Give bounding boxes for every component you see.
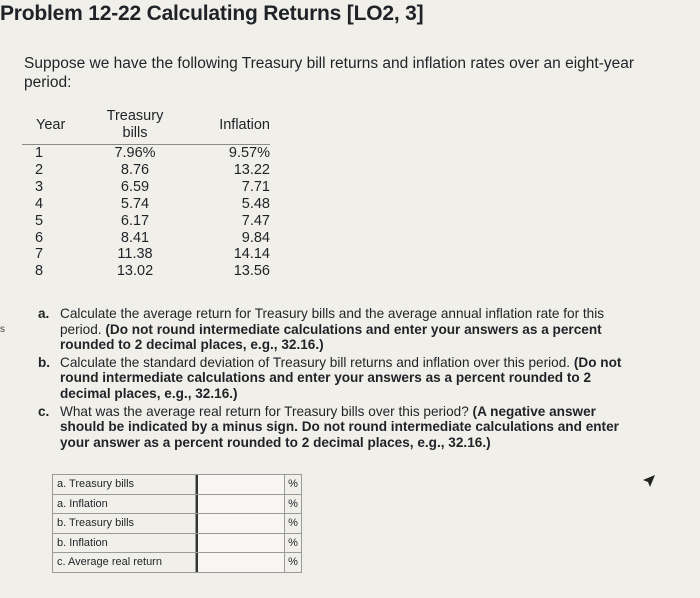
answer-label: a. Inflation xyxy=(53,494,196,514)
question-c-instructions: (A negative answer should be indicated by a minus sign. Do not round intermediate calculations and enter your answer as a percent rounded to 2 decimal places, e.g., 32.16.) xyxy=(60,403,619,450)
year-cell: 3 xyxy=(34,178,44,195)
answer-inflation-avg-input[interactable] xyxy=(196,495,284,514)
table-row xyxy=(22,230,270,247)
intro-text: Suppose we have the following Treasury bill returns and inflation rates over an eight-year period: xyxy=(24,55,635,91)
table-row xyxy=(22,263,270,280)
percent-unit: % xyxy=(285,553,302,573)
question-b-label: b. xyxy=(38,354,51,370)
percent-unit: % xyxy=(285,514,302,534)
edge-mark: s xyxy=(0,324,5,335)
header-inflation: Inflation xyxy=(176,106,270,145)
question-b xyxy=(38,355,638,402)
answer-label: a. Treasury bills xyxy=(53,475,196,495)
answer-label: b. Inflation xyxy=(53,533,196,553)
header-treasury-bills: Treasury bills xyxy=(94,106,176,145)
inflation-cell: 9.57% xyxy=(228,145,270,161)
question-b-instructions: (Do not round intermediate calculations and enter your answers as a percent rounded to 2 decimal places, e.g., 32.16.) xyxy=(60,354,622,401)
tbill-cell: 13.02 xyxy=(116,263,154,280)
header-year: Year xyxy=(22,106,94,145)
question-a-instructions: (Do not round intermediate calculations and enter your answers as a percent rounded to 2 decimal places, e.g., 32.16.) xyxy=(60,321,602,353)
question-b-text: Calculate the standard deviation of Treasury bill returns and inflation over this period. xyxy=(60,354,571,370)
table-row xyxy=(22,179,270,196)
tbill-cell: 6.59 xyxy=(120,178,150,195)
year-cell: 1 xyxy=(34,145,44,161)
table-row xyxy=(22,213,270,230)
mouse-pointer-icon xyxy=(642,474,656,488)
percent-unit: % xyxy=(285,494,302,514)
answer-inflation-sd-input[interactable] xyxy=(196,534,284,553)
inflation-cell: 9.84 xyxy=(241,229,270,246)
answer-row xyxy=(53,494,302,514)
question-a xyxy=(38,306,638,353)
answer-real-return-input[interactable] xyxy=(196,553,284,572)
tbill-cell: 8.76 xyxy=(120,161,150,178)
answer-row xyxy=(53,553,302,573)
inflation-cell: 5.48 xyxy=(241,195,270,212)
table-header-row xyxy=(22,106,270,145)
year-cell: 7 xyxy=(34,246,44,263)
tbill-cell: 7.96% xyxy=(114,145,156,161)
answer-tbills-avg-input[interactable] xyxy=(196,475,284,494)
returns-table xyxy=(22,106,270,280)
answer-row xyxy=(53,475,302,495)
answer-label: b. Treasury bills xyxy=(53,514,196,534)
inflation-cell: 7.47 xyxy=(241,212,270,229)
year-cell: 6 xyxy=(34,229,44,246)
question-a-text: Calculate the average return for Treasury bills and the average annual inflation rate for this period. xyxy=(60,306,605,337)
inflation-cell: 13.22 xyxy=(233,161,270,178)
percent-unit: % xyxy=(285,533,302,553)
answer-row xyxy=(53,514,302,534)
answer-tbills-sd-input[interactable] xyxy=(196,514,284,533)
answer-row xyxy=(53,533,302,553)
question-c-text: What was the average real return for Treasury bills over this period? xyxy=(60,403,469,419)
answer-label: c. Average real return xyxy=(53,553,196,573)
year-cell: 5 xyxy=(34,212,44,229)
answer-table xyxy=(52,474,302,573)
question-c-label: c. xyxy=(38,403,50,419)
year-cell: 4 xyxy=(34,195,44,212)
inflation-cell: 7.71 xyxy=(241,178,270,195)
question-list xyxy=(38,306,638,452)
table-row xyxy=(22,162,270,179)
tbill-cell: 6.17 xyxy=(120,212,150,229)
year-cell: 2 xyxy=(34,161,44,178)
table-row xyxy=(22,196,270,213)
year-cell: 8 xyxy=(34,263,44,280)
question-c xyxy=(38,404,638,451)
inflation-cell: 14.14 xyxy=(233,246,270,263)
percent-unit: % xyxy=(285,475,302,495)
table-row xyxy=(22,246,270,263)
tbill-cell: 5.74 xyxy=(120,195,150,212)
tbill-cell: 8.41 xyxy=(120,229,150,246)
inflation-cell: 13.56 xyxy=(233,263,270,280)
problem-title: Problem 12-22 Calculating Returns [LO2, 3] xyxy=(0,2,424,25)
tbill-cell: 11.38 xyxy=(117,246,153,263)
table-row xyxy=(22,145,270,162)
question-a-label: a. xyxy=(38,306,50,321)
